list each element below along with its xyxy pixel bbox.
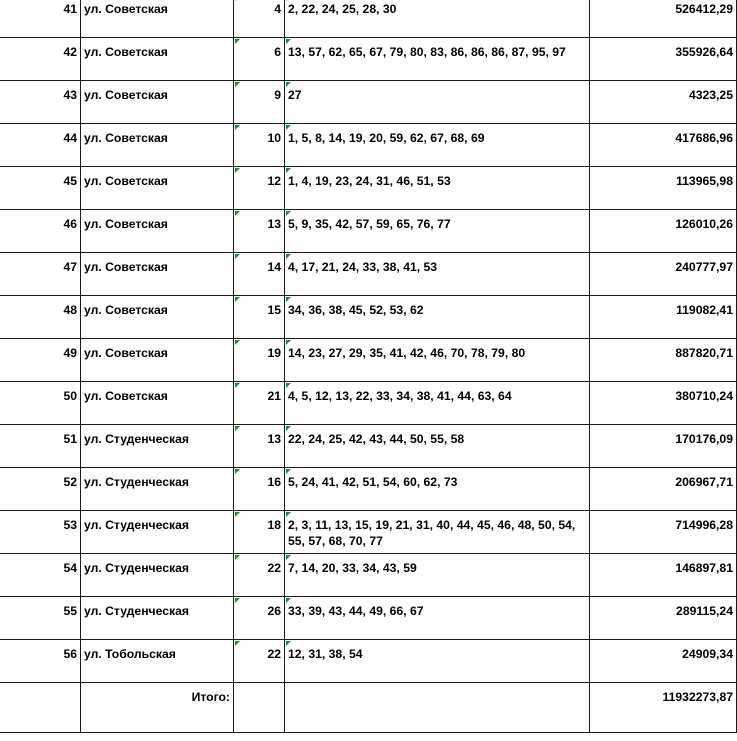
table-row [0, 124, 737, 167]
street-cell[interactable]: ул. Советская [81, 0, 234, 38]
apartments-cell[interactable]: 5, 24, 41, 42, 51, 54, 60, 62, 73 [285, 468, 590, 511]
row-number-cell[interactable]: 43 [0, 81, 81, 124]
street-cell[interactable]: ул. Советская [81, 124, 234, 167]
house-number-cell[interactable]: 9 [234, 81, 285, 124]
row-number-cell[interactable]: 41 [0, 0, 81, 38]
total-row [0, 683, 737, 733]
total-empty-cell[interactable] [285, 683, 590, 733]
apartments-cell[interactable]: 27 [285, 81, 590, 124]
apartments-cell[interactable]: 33, 39, 43, 44, 49, 66, 67 [285, 597, 590, 640]
row-number-cell[interactable]: 50 [0, 382, 81, 425]
table-row [0, 382, 737, 425]
row-number-cell[interactable]: 55 [0, 597, 81, 640]
street-cell[interactable]: ул. Студенческая [81, 554, 234, 597]
house-number-cell[interactable]: 14 [234, 253, 285, 296]
amount-cell[interactable]: 146897,81 [590, 554, 737, 597]
house-number-cell[interactable]: 4 [234, 0, 285, 38]
total-empty-cell[interactable] [0, 683, 81, 733]
street-cell[interactable]: ул. Советская [81, 339, 234, 382]
street-cell[interactable]: ул. Советская [81, 382, 234, 425]
street-cell[interactable]: ул. Советская [81, 210, 234, 253]
table-row [0, 597, 737, 640]
street-cell[interactable]: ул. Студенческая [81, 597, 234, 640]
house-number-cell[interactable]: 10 [234, 124, 285, 167]
street-cell[interactable]: ул. Студенческая [81, 511, 234, 554]
row-number-cell[interactable]: 52 [0, 468, 81, 511]
house-number-cell[interactable]: 6 [234, 38, 285, 81]
row-number-cell[interactable]: 54 [0, 554, 81, 597]
amount-cell[interactable]: 119082,41 [590, 296, 737, 339]
street-cell[interactable]: ул. Тобольская [81, 640, 234, 683]
apartments-cell[interactable]: 12, 31, 38, 54 [285, 640, 590, 683]
amount-cell[interactable]: 526412,29 [590, 0, 737, 38]
amount-cell[interactable]: 887820,71 [590, 339, 737, 382]
house-number-cell[interactable]: 22 [234, 554, 285, 597]
amount-cell[interactable]: 113965,98 [590, 167, 737, 210]
house-number-cell[interactable]: 19 [234, 339, 285, 382]
amount-cell[interactable]: 170176,09 [590, 425, 737, 468]
apartments-cell[interactable]: 2, 22, 24, 25, 28, 30 [285, 0, 590, 38]
amount-cell[interactable]: 126010,26 [590, 210, 737, 253]
street-cell[interactable]: ул. Советская [81, 38, 234, 81]
apartments-cell[interactable]: 4, 5, 12, 13, 22, 33, 34, 38, 41, 44, 63, 64 [285, 382, 590, 425]
apartments-cell[interactable]: 5, 9, 35, 42, 57, 59, 65, 76, 77 [285, 210, 590, 253]
amount-cell[interactable]: 355926,64 [590, 38, 737, 81]
row-number-cell[interactable]: 49 [0, 339, 81, 382]
row-number-cell[interactable]: 44 [0, 124, 81, 167]
apartments-cell[interactable]: 2, 3, 11, 13, 15, 19, 21, 31, 40, 44, 45, 46, 48, 50, 54, 55, 57, 68, 70, 77 [285, 511, 590, 554]
house-number-cell[interactable]: 18 [234, 511, 285, 554]
row-number-cell[interactable]: 47 [0, 253, 81, 296]
table-row [0, 167, 737, 210]
row-number-cell[interactable]: 48 [0, 296, 81, 339]
row-number-cell[interactable]: 53 [0, 511, 81, 554]
table-row [0, 210, 737, 253]
row-number-cell[interactable]: 56 [0, 640, 81, 683]
row-number-cell[interactable]: 45 [0, 167, 81, 210]
street-cell[interactable]: ул. Советская [81, 253, 234, 296]
table-row [0, 425, 737, 468]
row-number-cell[interactable]: 42 [0, 38, 81, 81]
row-number-cell[interactable]: 46 [0, 210, 81, 253]
total-sum[interactable]: 11932273,87 [590, 683, 737, 733]
amount-cell[interactable]: 4323,25 [590, 81, 737, 124]
apartments-cell[interactable]: 1, 5, 8, 14, 19, 20, 59, 62, 67, 68, 69 [285, 124, 590, 167]
house-number-cell[interactable]: 22 [234, 640, 285, 683]
house-number-cell[interactable]: 13 [234, 425, 285, 468]
table-row [0, 511, 737, 554]
house-number-cell[interactable]: 13 [234, 210, 285, 253]
street-cell[interactable]: ул. Студенческая [81, 468, 234, 511]
table-row [0, 38, 737, 81]
amount-cell[interactable]: 206967,71 [590, 468, 737, 511]
house-number-cell[interactable]: 21 [234, 382, 285, 425]
amount-cell[interactable]: 417686,96 [590, 124, 737, 167]
table-row [0, 640, 737, 683]
apartments-cell[interactable]: 34, 36, 38, 45, 52, 53, 62 [285, 296, 590, 339]
amount-cell[interactable]: 714996,28 [590, 511, 737, 554]
apartments-cell[interactable]: 22, 24, 25, 42, 43, 44, 50, 55, 58 [285, 425, 590, 468]
house-number-cell[interactable]: 16 [234, 468, 285, 511]
apartments-cell[interactable]: 7, 14, 20, 33, 34, 43, 59 [285, 554, 590, 597]
amount-cell[interactable]: 240777,97 [590, 253, 737, 296]
house-number-cell[interactable]: 26 [234, 597, 285, 640]
apartments-cell[interactable]: 1, 4, 19, 23, 24, 31, 46, 51, 53 [285, 167, 590, 210]
street-cell[interactable]: ул. Советская [81, 81, 234, 124]
table-row [0, 554, 737, 597]
apartments-cell[interactable]: 13, 57, 62, 65, 67, 79, 80, 83, 86, 86, 86, 87, 95, 97 [285, 38, 590, 81]
table-row [0, 339, 737, 382]
apartments-cell[interactable]: 14, 23, 27, 29, 35, 41, 42, 46, 70, 78, 79, 80 [285, 339, 590, 382]
table-row [0, 253, 737, 296]
table-row [0, 81, 737, 124]
amount-cell[interactable]: 24909,34 [590, 640, 737, 683]
street-cell[interactable]: ул. Советская [81, 167, 234, 210]
table-row [0, 0, 737, 38]
table-row [0, 468, 737, 511]
house-number-cell[interactable]: 12 [234, 167, 285, 210]
total-empty-cell[interactable] [234, 683, 285, 733]
total-label[interactable]: Итого: [81, 683, 234, 733]
amount-cell[interactable]: 380710,24 [590, 382, 737, 425]
amount-cell[interactable]: 289115,24 [590, 597, 737, 640]
apartments-cell[interactable]: 4, 17, 21, 24, 33, 38, 41, 53 [285, 253, 590, 296]
street-cell[interactable]: ул. Студенческая [81, 425, 234, 468]
street-cell[interactable]: ул. Советская [81, 296, 234, 339]
house-number-cell[interactable]: 15 [234, 296, 285, 339]
table-row [0, 296, 737, 339]
row-number-cell[interactable]: 51 [0, 425, 81, 468]
